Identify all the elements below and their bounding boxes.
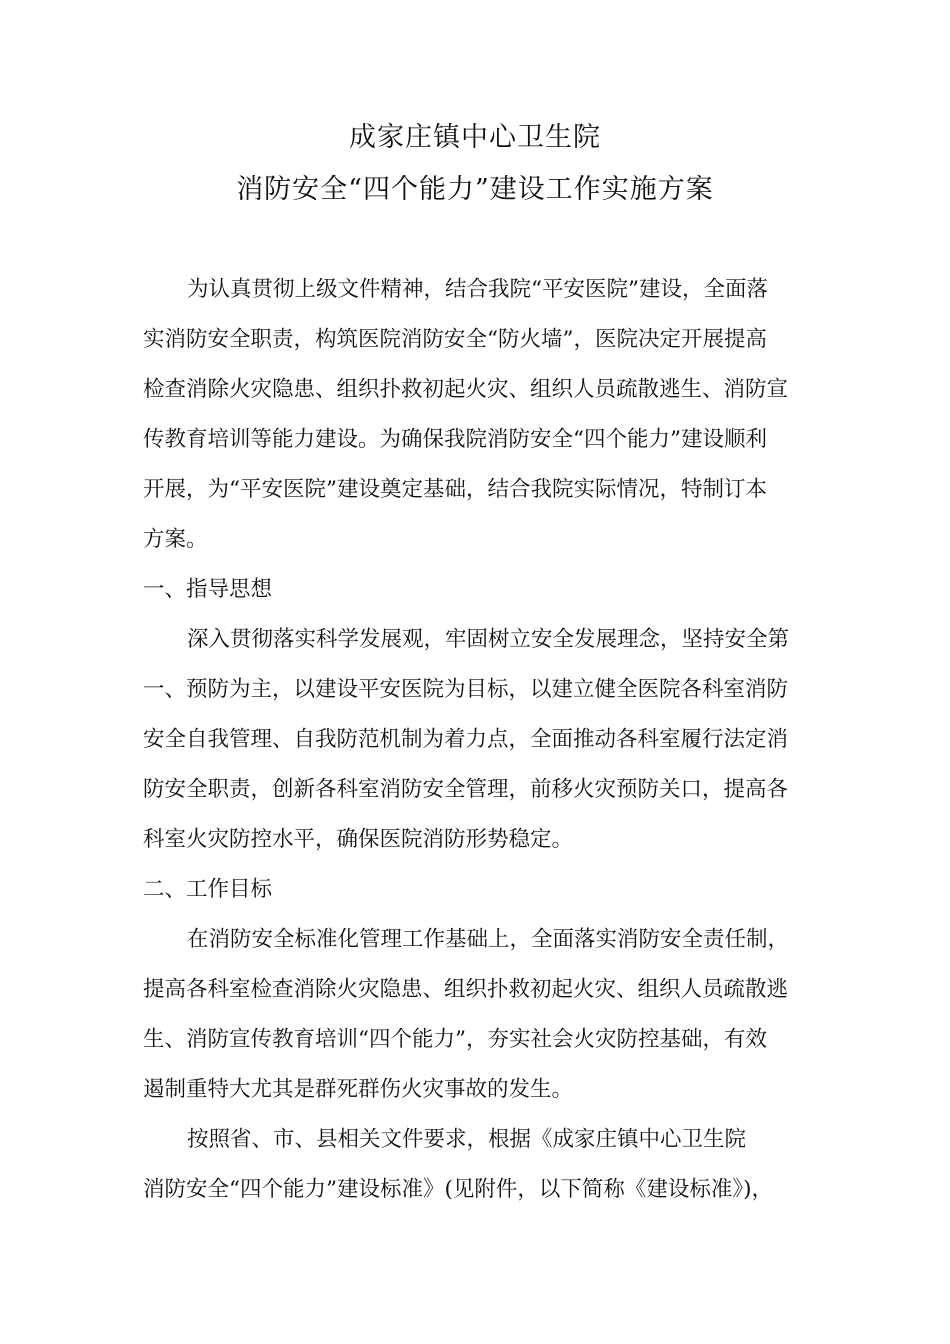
text-line: 提高各科室检查消除火灾隐患、组织扑救初起火灾、组织人员疏散逃	[143, 977, 789, 1002]
text-line: 深入贯彻落实科学发展观，牢固树立安全发展理念，坚持安全第	[187, 627, 790, 652]
text-line: 科室火灾防控水平，确保医院消防形势稳定。	[143, 827, 574, 852]
text-line: 传教育培训等能力建设。为确保我院消防安全“四个能力”建设顺利	[143, 427, 767, 452]
text-line: 为认真贯彻上级文件精神，结合我院“平安医院”建设，全面落	[187, 277, 768, 302]
text-line: 生、消防宣传教育培训“四个能力”，夯实社会火灾防控基础，有效	[143, 1027, 767, 1052]
text-line: 开展，为“平安医院”建设奠定基础，结合我院实际情况，特制订本	[143, 477, 767, 502]
text-line: 实消防安全职责，构筑医院消防安全“防火墙”，医院决定开展提高	[143, 327, 767, 352]
text-line: 检查消除火灾隐患、组织扑救初起火灾、组织人员疏散逃生、消防宣	[143, 377, 789, 402]
text-line: 消防安全“四个能力”建设标准》(见附件，以下简称《建设标准》)，	[143, 1177, 774, 1202]
text-line: 安全自我管理、自我防范机制为着力点，全面推动各科室履行法定消	[143, 727, 789, 752]
text-line: 方案。	[143, 527, 208, 552]
text-line: 在消防安全标准化管理工作基础上，全面落实消防安全责任制，	[187, 927, 790, 952]
text-line: 一、预防为主，以建设平安医院为目标，以建立健全医院各科室消防	[143, 677, 789, 702]
text-line: 防安全职责，创新各科室消防安全管理，前移火灾预防关口，提高各	[143, 777, 789, 802]
text-line: 遏制重特大尤其是群死群伤火灾事故的发生。	[143, 1077, 574, 1102]
section-heading-guiding-ideology: 一、指导思想	[143, 577, 273, 602]
title-line-1: 成家庄镇中心卫生院	[349, 122, 601, 153]
title-line-2: 消防安全“四个能力”建设工作实施方案	[236, 174, 714, 205]
document-body	[143, 265, 808, 1215]
section-heading-work-goals: 二、工作目标	[143, 877, 273, 902]
text-line: 按照省、市、县相关文件要求，根据《成家庄镇中心卫生院	[187, 1127, 747, 1152]
document-title	[0, 112, 950, 216]
